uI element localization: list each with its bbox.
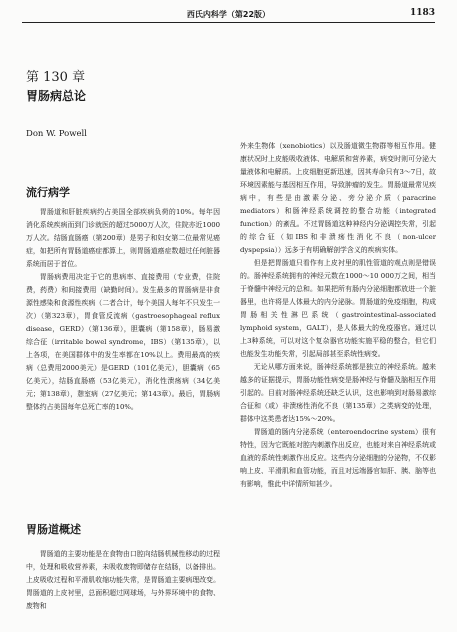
- paragraph: 无论从哪方面来说，肠神经系统都是独立的神经系统。越来越多的证据提示，胃肠功能性病变是肠神经与脊髓及脑相互作用引起的。目前对肠神经系统还缺乏认识，这也影响到对肠易激综合征和（或）非溃疡性消化不良（第135章）之类病变的处理，群体中这类患者达15%～20%。: [240, 363, 436, 423]
- paragraph-continued: 外来生物体（xenobiotics）以及肠道微生物群等相互作用。健康状况时上皮能吸收液体、电解质和营养素，病变时则可分泌大量液体和电解质。上皮细胞更新迅速，因其寿命只有3～7日，故环境因素能与基因相互作用，导致肿瘤的发生。胃肠道最常见疾病中，有些是由激素分泌、旁分泌介质（paracrine mediators）和肠神经系统调控的整合功能（integrated function）的紊乱。不过胃肠道这种神经内分泌调控失常，引起的综合征（如IBS和非溃疡性消化不良（non-ulcer dyspepsia））远多于有明确解剖学含义的疾病实体。: [240, 142, 436, 254]
- paragraph: 但是把胃肠道只看作有上皮衬里的肌性管道的观点则是错误的。肠神经系统拥有的神经元数在1000～10 000万之间，相当于脊髓中神经元的总和。如果把所有肠内分泌细胞都放进一个脏器里，也许将是人体最大的内分泌脉。胃肠道的免疫细胞，构成胃肠相关性淋巴系统（gastrointestinal-associated lymphoid system，GALT），是人体最大的免疫器官。通过以上3种系统，可以对这个复杂器官功能实施平稳的整合，但它们也能发生功能失常，引起局部甚至系统性病变。: [240, 259, 436, 358]
- chapter-title: 胃肠病总论: [26, 89, 87, 103]
- page-number: 1183: [409, 8, 435, 18]
- section-heading-epidemiology: 流行病学: [26, 186, 70, 199]
- paragraph: 胃肠病费用决定于它的患病率、直接费用（专业费，住院费，药费）和间接费用（缺勤时间）。发生最多的胃肠病是非食源性感染和食源性疾病（二者合计，每个美国人每年不只发生一次）（第323章），胃食管反流病（gastroesophageal reflux disease，GERD）（第136章），胆囊病（第158章），肠易激综合征（irritable bowel syndrome，IBS）（第135章），以上各项，在美国群体中的发生率都在10%以上。费用最高的疾病（总费用2000美元）是GERD（101亿美元），胆囊病（65亿美元），结肠直肠癌（53亿美元），消化性溃疡病（34亿美元；第138章），憩室病（27亿美元；第143章）。最后，胃肠病整体约占美国每年总死亡率的10%。: [26, 273, 220, 411]
- paragraph: 胃肠道的肠内分泌系统（enteroendocrine system）很有特性，因为它既能对腔内刺激作出反应，也能对来自神经系统或血液的系统性刺激作出反应。这些内分泌细胞的分泌物，不仅影响上皮、平滑肌和血管功能，而且对远端器官如肝、胰、脑等也有影响，惟此中详情所知甚少。: [240, 428, 436, 488]
- overview-text: [26, 548, 220, 628]
- epidemiology-text: [26, 206, 220, 491]
- right-column-text: [240, 140, 436, 628]
- section-heading-overview: 胃肠道概述: [26, 523, 81, 536]
- paragraph: 胃肠道和肝脏疾病约占美国全部疾病负荷的10%。每年因消化系统疾病而到门诊就医的超过5000万人次，住院亦近1000万人次。结肠直肠癌（第200章）是男子和妇女第二位最常见癌症，如把所有胃肠道癌症都算上，则胃肠道癌症数超过任何脏器系统而居于首位。: [26, 208, 220, 268]
- chapter-number: 第 130 章: [26, 70, 86, 85]
- running-header: [22, 8, 435, 23]
- paragraph: 胃肠道的主要功能是在食物由口腔向结肠机械性移动的过程中，处理和吸收营养素，未吸收废物即储存在结肠，以备排出。上皮吸收过程和平滑肌收缩功能失常，是胃肠道主要病理改变。胃肠道的上皮衬里，总面积超过网球场，与外界环境中的食物、废物和: [26, 550, 220, 610]
- book-title: 西氏内科学（第22版）: [186, 10, 271, 19]
- chapter-author: Don W. Powell: [26, 129, 87, 139]
